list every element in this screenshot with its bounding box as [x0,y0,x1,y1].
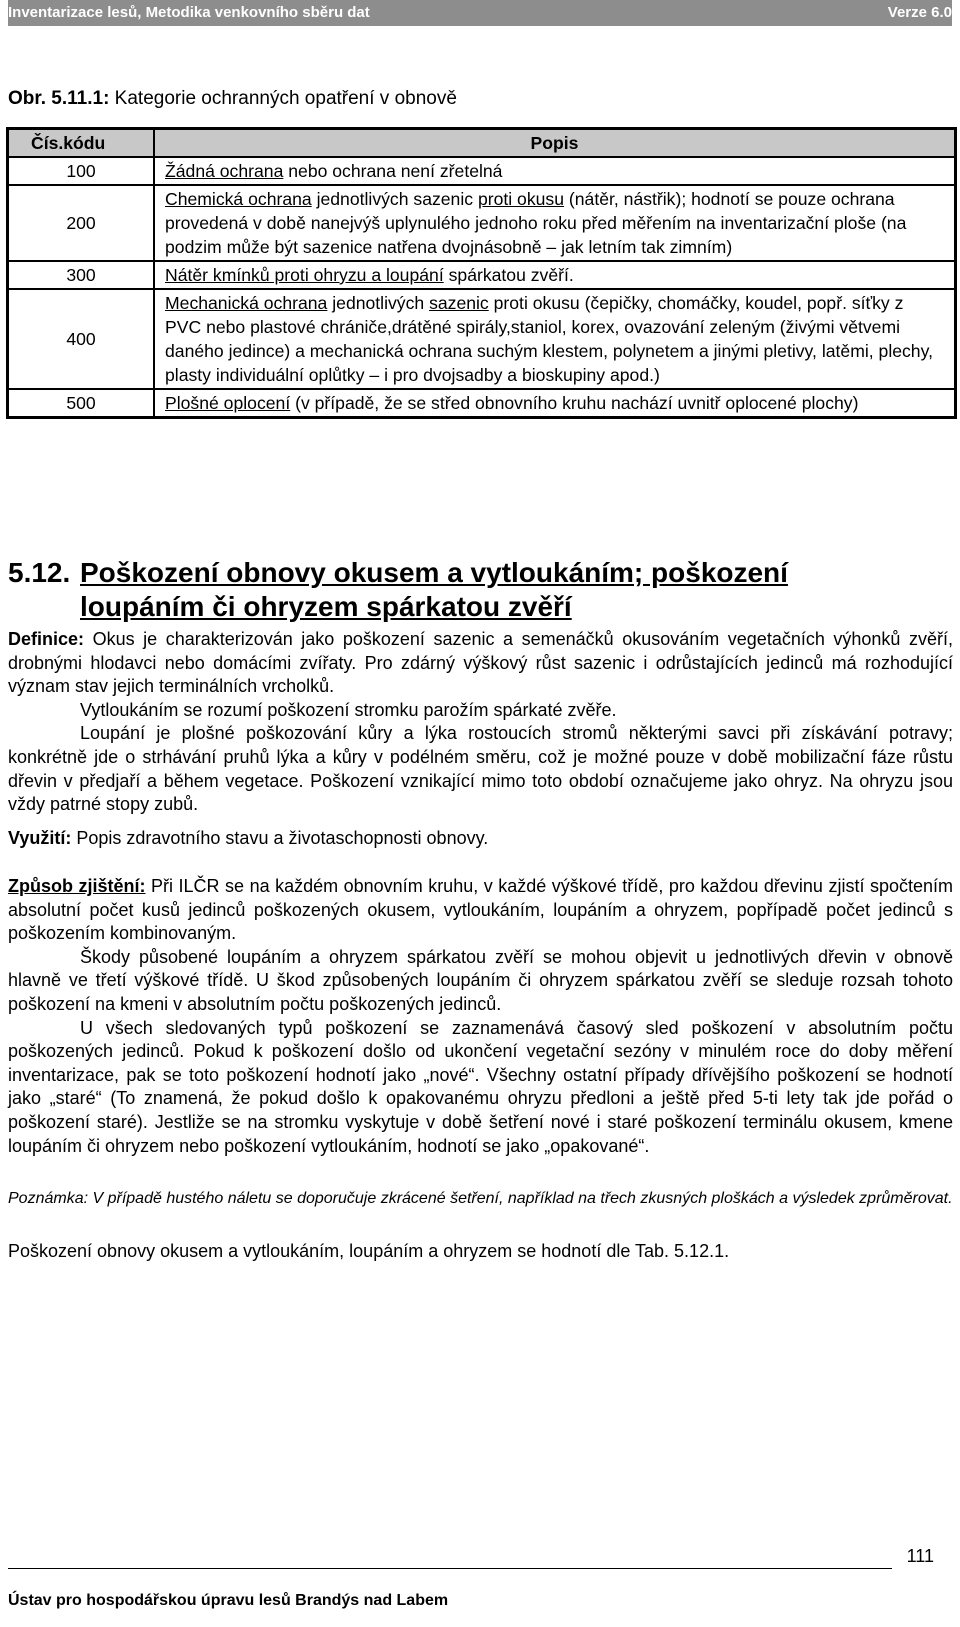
table-row [8,157,956,185]
table-row [8,289,956,389]
row-term: sazenic [429,293,489,313]
section-title-line2: loupáním či ohryzem spárkatou zvěří [80,591,572,622]
section-title-line1: Poškození obnovy okusem a vytloukáním; poškození [80,557,788,588]
row-description [154,389,956,418]
table-header-row [8,129,956,158]
method-label: Způsob zjištění: [8,876,146,896]
row-code: 100 [8,157,155,185]
header-title: Inventarizace lesů, Metodika venkovního sběru dat [8,4,370,21]
usage-label: Využití: [8,828,72,848]
definition-text: Okus je charakterizován jako poškození sazenic a semenáčků okusováním vegetačních výhonků zvěří, drobnými hlodavci nebo domácími zvířaty. Pro zdárný výškový růst sazenic i odrůstajících jedinců má rozhodující význam stav jejich terminálních vrcholků. [8,629,953,697]
method-paragraph: U všech sledovaných typů poškození se zaznamenává časový sled poškození v absolutním počtu poškozených jedinců. Pokud k poškození došlo od ukončení vegetační sezóny v minulém roce do doby měření inventarizace, pak se toto poškození hodnotí jako „nové“. Všechny ostatní případy dřívějšího poškození se hodnotí jako „staré“ (To znamená, že pokud došlo k opakovanému ohryzu předloni a ještě před 5-ti lety tak jde pořád o poškození staré). Jestliže se na stromku vyskytuje v době šetření nové i staré poškození terminálu okusem, kmene loupáním či ohryzem nebo poškození vytloukáním, hodnotí se jako „opakované“. [8,1017,953,1156]
table-row [8,261,956,289]
method-text: Při ILČR se na každém obnovním kruhu, v každé výškové třídě, pro každou dřevinu zjistí spočtením absolutní počet kusů jedinců poškozených okusem, vytloukáním, loupáním a ohryzem, popřípadě počet jedinců s poškozením kombinovaným. [8,876,953,944]
row-text: (nátěr, nástřik); hodnotí se pouze ochrana provedená v době nanejvýš uplynulého jednoho roku před měřením na inventarizační ploše (na podzim může být sazenice natřena dvojnásobně – jak letním tak zimním) [165,189,907,257]
closing-sentence: Poškození obnovy okusem a vytloukáním, loupáním a ohryzem se hodnotí dle Tab. 5.12.1. [8,1241,730,1261]
definition-paragraph: Loupání je plošné poškozování kůry a lýka rostoucích stromů některými savci při získávání potravy; konkrétně jde o strhávání pruhů lýka a kůry v podélném směru, což je možné pouze v době mobilizační fáze růstu dřevin v předjaří a během vegetace. Poškození vznikající mimo toto období označujeme jako ohryz. Na ohryzu jsou vždy patrné stopy zubů. [8,723,953,815]
page-number: 111 [906,1546,934,1566]
page-footer: Ústav pro hospodářskou úpravu lesů Brandýs nad Labem [8,1592,449,1609]
page-header [8,0,952,26]
row-text: jednotlivých [327,293,430,313]
definition-label: Definice: [8,629,85,649]
row-term: Plošné oplocení [165,393,291,413]
section-number: 5.12. [8,557,71,588]
figure-label: Obr. 5.11.1: [8,88,110,109]
row-text: jednotlivých sazenic [311,189,478,209]
definition-paragraph: Vytloukáním se rozumí poškození stromku parožím spárkaté zvěře. [80,699,617,720]
col-header-code: Čís.kódu [8,129,155,158]
row-code: 200 [8,185,155,261]
note: Poznámka: V případě hustého náletu se doporučuje zkrácené šetření, například na třech zkusných ploškách a výsledek zprůměrovat. [8,1190,953,1207]
definition-block [8,628,953,817]
row-term: Nátěr kmínků proti ohryzu a loupání [165,265,444,285]
row-description [154,157,956,185]
figure-caption-text: Kategorie ochranných opatření v obnově [109,88,457,109]
method-paragraph: Škody působené loupáním a ohryzem spárkatou zvěří se mohou objevit u jednotlivých dřevin v obnově hlavně ve třetí výškové třídě. U škod způsobených loupáním či ohryzem spárkatou zvěří se sleduje rozsah tohoto poškození na kmeni v absolutním počtu poškozených jedinců. [8,946,953,1014]
row-text: nebo ochrana není zřetelná [283,161,503,181]
row-term: Mechanická ochrana [165,293,328,313]
row-text: spárkatou zvěří. [443,265,574,285]
row-term: proti okusu [477,189,564,209]
usage-block [8,827,953,851]
row-code: 500 [8,389,155,418]
row-term: Chemická ochrana [165,189,312,209]
row-description [154,261,956,289]
row-text: (v případě, že se střed obnovního kruhu nachází uvnitř oplocené plochy) [290,393,859,413]
table-row [8,389,956,418]
table-row [8,185,956,261]
category-table [6,127,957,419]
row-text: proti okusu (čepičky, chomáčky, koudel, popř. síťky z PVC nebo plastové chrániče,drátěné spirály,staniol, korex, ovazování zeleným (živými větvemi daného jedince) a mechanická ochrana suchým klestem, polynetem a jinými pletivy, latěmi, plechy, plasty individuální oplůtky – i pro dvojsadby a bioskupiny apod.) [165,293,933,385]
method-block [8,875,953,1158]
row-description [154,185,956,261]
section-heading [8,556,788,624]
figure-caption [8,88,457,110]
header-version: Verze 6.0 [887,4,952,21]
footer-divider [8,1568,892,1569]
row-code: 400 [8,289,155,389]
row-description [154,289,956,389]
row-term: Žádná ochrana [165,161,284,181]
row-code: 300 [8,261,155,289]
col-header-description: Popis [154,129,956,158]
usage-text: Popis zdravotního stavu a životaschopnosti obnovy. [71,828,489,848]
